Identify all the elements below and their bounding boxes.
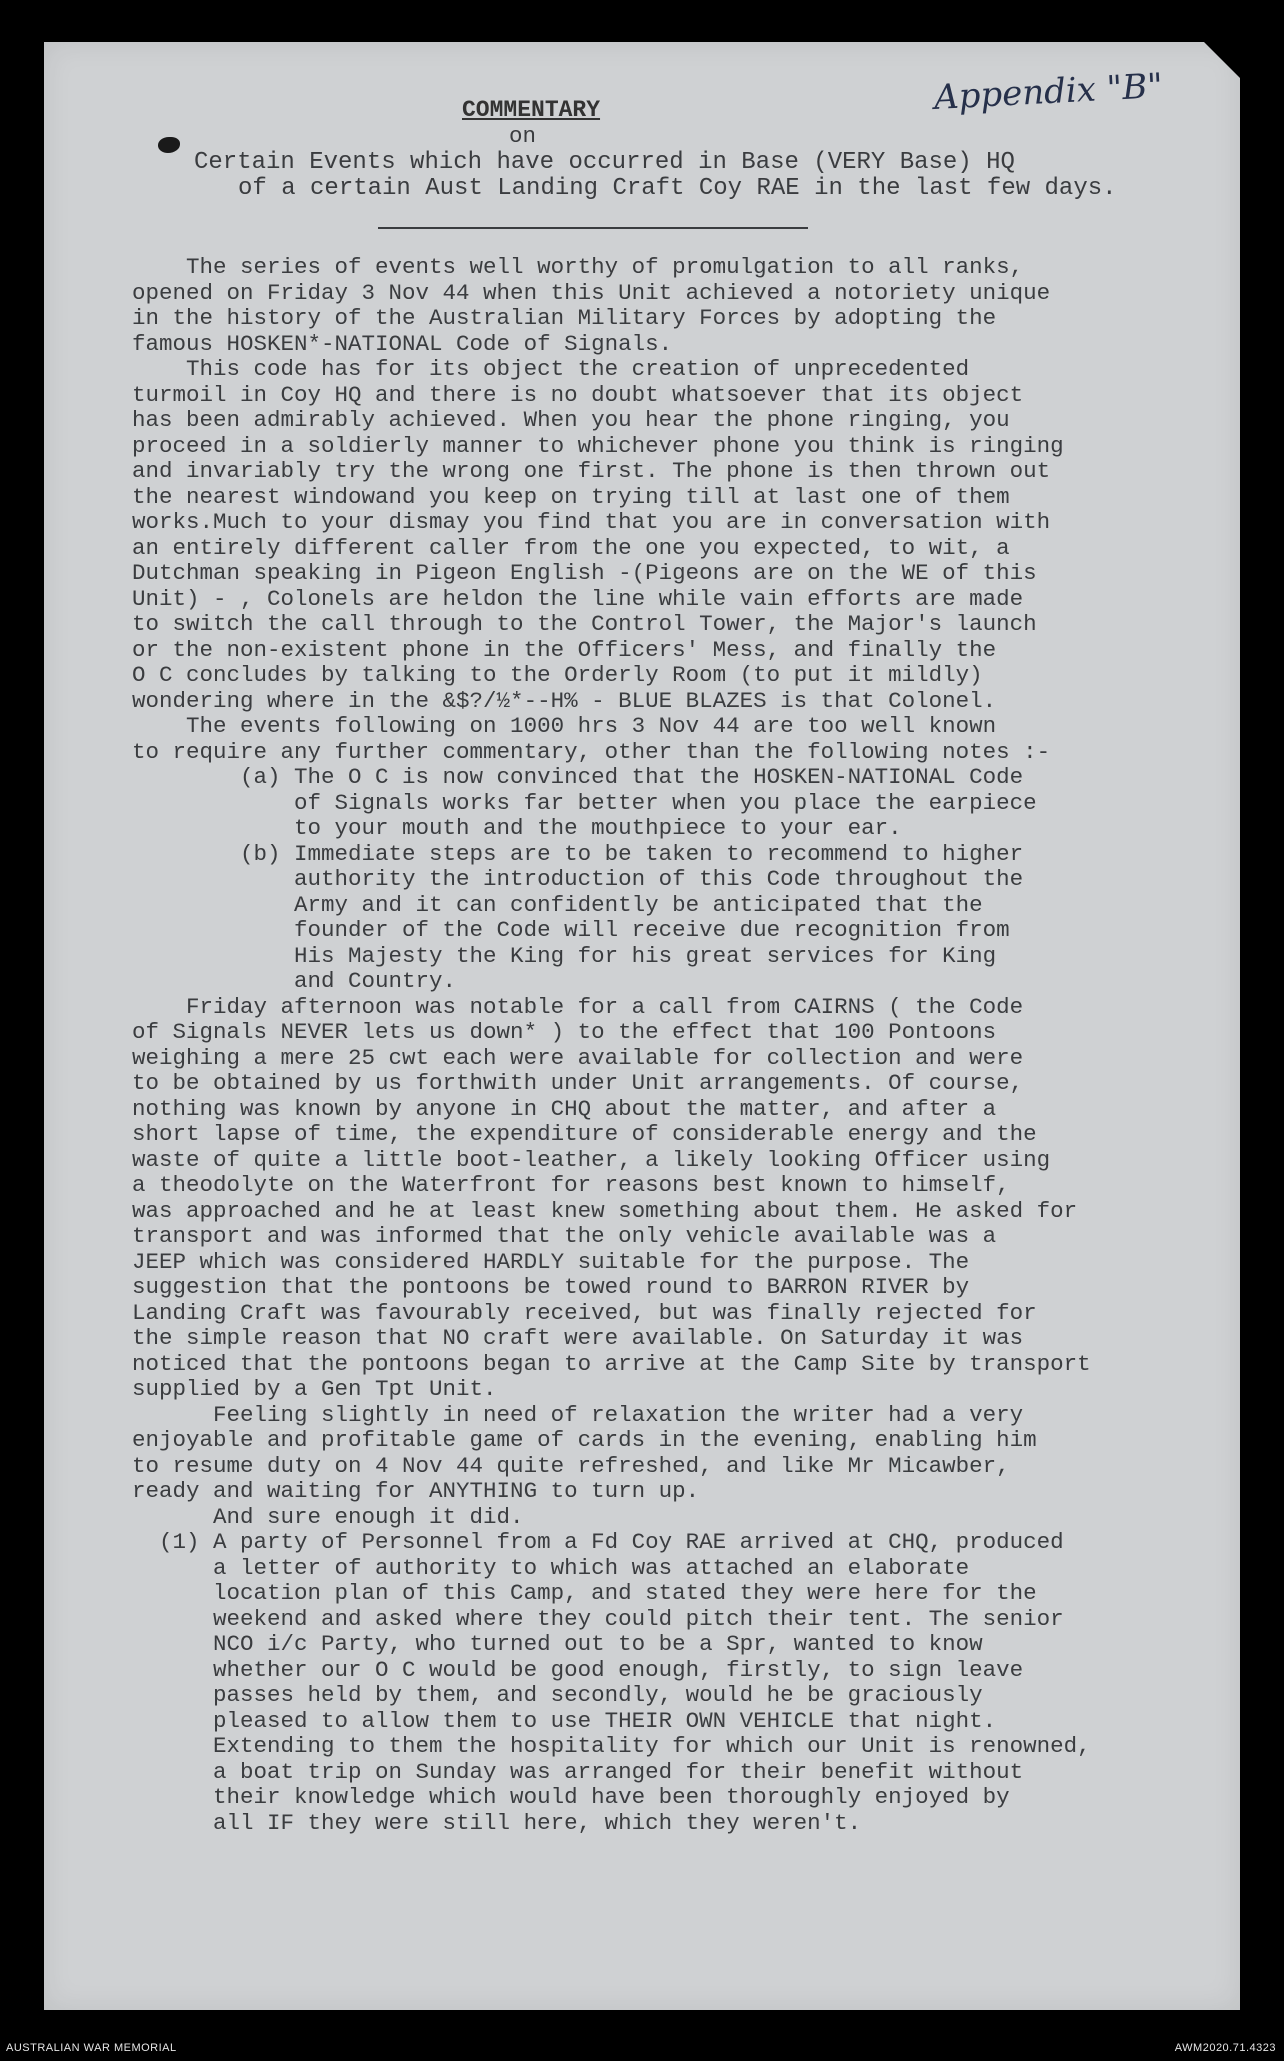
body-line: and invariably try the wrong one first. The phone is then thrown out — [132, 458, 1051, 484]
body-line: waste of quite a little boot-leather, a likely looking Officer using — [132, 1146, 1051, 1173]
body-line: pleased to allow them to use THEIR OWN VEHICLE that night. — [132, 1707, 997, 1734]
body-line: turmoil in Coy HQ and there is no doubt whatsoever that its object — [132, 381, 1024, 408]
body-line: a letter of authority to which was attached an elaborate — [132, 1554, 970, 1581]
document-body — [132, 255, 1091, 1836]
body-line: and Country. — [132, 968, 457, 994]
body-line: to your mouth and the mouthpiece to your ear. — [132, 815, 902, 841]
body-line: passes held by them, and secondly, would he be graciously — [132, 1682, 983, 1708]
body-line: or the non-existent phone in the Officers' Mess, and finally the — [132, 636, 997, 663]
body-line: enjoyable and profitable game of cards in the evening, enabling him — [132, 1427, 1037, 1453]
body-line: (b) Immediate steps are to be taken to recommend to higher — [132, 840, 1024, 867]
body-line: The events following on 1000 hrs 3 Nov 44 are too well known — [132, 713, 997, 739]
body-line: the nearest windowand you keep on trying till at last one of them — [132, 483, 1010, 510]
subtitle-on: on — [509, 123, 537, 149]
body-line: Unit) - , Colonels are heldon the line while vain efforts are made — [132, 585, 1024, 612]
body-line: proceed in a soldierly manner to whichever phone you think is ringing — [132, 432, 1064, 459]
body-line: to be obtained by us forthwith under Unit arrangements. Of course, — [132, 1070, 1024, 1096]
body-line: their knowledge which would have been thoroughly enjoyed by — [132, 1784, 1010, 1810]
body-line: ready and waiting for ANYTHING to turn up. — [132, 1478, 700, 1504]
footer-archive-name: AUSTRALIAN WAR MEMORIAL — [6, 2042, 177, 2054]
body-line: weighing a mere 25 cwt each were available for collection and were — [132, 1044, 1024, 1071]
body-line: of Signals works far better when you place the earpiece — [132, 789, 1037, 816]
footer-accession-number: AWM2020.71.4323 — [1174, 2042, 1276, 2054]
body-line: And sure enough it did. — [132, 1503, 524, 1530]
body-line: the simple reason that NO craft were available. On Saturday it was — [132, 1325, 1024, 1351]
title-rule — [378, 227, 808, 229]
document-title: COMMENTARY — [462, 97, 601, 123]
body-line: His Majesty the King for his great services for King — [132, 942, 997, 969]
body-line: was approached and he at least knew something about them. He asked for — [132, 1197, 1078, 1224]
body-line: famous HOSKEN*-NATIONAL Code of Signals. — [132, 330, 673, 357]
body-line: of Signals NEVER lets us down* ) to the effect that 100 Pontoons — [132, 1019, 997, 1045]
body-line: in the history of the Australian Military Forces by adopting the — [132, 305, 997, 331]
body-line: (1) A party of Personnel from a Fd Coy RAE arrived at CHQ, produced — [132, 1529, 1064, 1555]
body-line: authority the introduction of this Code throughout the — [132, 866, 1024, 892]
body-line: Army and it can confidently be anticipated that the — [132, 891, 983, 918]
body-line: to require any further commentary, other than the following notes :- — [132, 738, 1051, 765]
body-line: JEEP which was considered HARDLY suitable for the purpose. The — [132, 1248, 970, 1275]
body-line: has been admirably achieved. When you hear the phone ringing, you — [132, 407, 1010, 433]
body-line: transport and was informed that the only vehicle available was a — [132, 1223, 997, 1249]
body-line: opened on Friday 3 Nov 44 when this Unit achieved a notoriety unique — [132, 279, 1051, 306]
body-line: to switch the call through to the Control Tower, the Major's launch — [132, 611, 1037, 637]
body-line: to resume duty on 4 Nov 44 quite refreshed, and like Mr Micawber, — [132, 1452, 1010, 1479]
body-line: NCO i/c Party, who turned out to be a Spr, wanted to know — [132, 1631, 983, 1657]
body-line: suggestion that the pontoons be towed round to BARRON RIVER by — [132, 1274, 970, 1300]
subtitle-line-2: of a certain Aust Landing Craft Coy RAE in the last few days. — [238, 175, 1117, 202]
body-line: Friday afternoon was notable for a call from CAIRNS ( the Code — [132, 993, 1024, 1020]
body-line: an entirely different caller from the one you expected, to wit, a — [132, 534, 1010, 561]
page-corner-fold — [1204, 42, 1240, 78]
body-line: supplied by a Gen Tpt Unit. — [132, 1376, 497, 1402]
body-line: Feeling slightly in need of relaxation the writer had a very — [132, 1401, 1024, 1428]
body-line: Dutchman speaking in Pigeon English -(Pigeons are on the WE of this — [132, 560, 1037, 586]
body-line: all IF they were still here, which they weren't. — [132, 1809, 862, 1836]
body-line: The series of events well worthy of promulgation to all ranks, — [132, 254, 1024, 280]
body-line: Landing Craft was favourably received, but was finally rejected for — [132, 1299, 1037, 1326]
body-line: This code has for its object the creation of unprecedented — [132, 356, 970, 382]
body-line: wondering where in the &$?/½*--H% - BLUE BLAZES is that Colonel. — [132, 687, 997, 714]
body-line: (a) The O C is now convinced that the HOSKEN-NATIONAL Code — [132, 764, 1024, 790]
body-line: weekend and asked where they could pitch their tent. The senior — [132, 1605, 1064, 1632]
body-line: whether our O C would be good enough, firstly, to sign leave — [132, 1656, 1024, 1683]
body-line: O C concludes by talking to the Orderly Room (to put it mildly) — [132, 662, 983, 688]
body-line: a boat trip on Sunday was arranged for their benefit without — [132, 1758, 1024, 1785]
body-line: location plan of this Camp, and stated they were here for the — [132, 1580, 1037, 1606]
handwritten-annotation: Appendix "B" — [933, 66, 1164, 118]
ink-blot — [158, 137, 180, 153]
body-line: nothing was known by anyone in CHQ about the matter, and after a — [132, 1095, 997, 1122]
body-line: noticed that the pontoons began to arrive at the Camp Site by transport — [132, 1350, 1091, 1377]
subtitle-line-1: Certain Events which have occurred in Base (VERY Base) HQ — [194, 149, 1015, 176]
body-line: Extending to them the hospitality for which our Unit is renowned, — [132, 1733, 1091, 1759]
body-line: founder of the Code will receive due recognition from — [132, 917, 1010, 943]
body-line: short lapse of time, the expenditure of considerable energy and the — [132, 1121, 1037, 1147]
document-page — [44, 42, 1240, 2010]
body-line: a theodolyte on the Waterfront for reasons best known to himself, — [132, 1172, 1010, 1198]
body-line: works.Much to your dismay you find that you are in conversation with — [132, 509, 1051, 535]
